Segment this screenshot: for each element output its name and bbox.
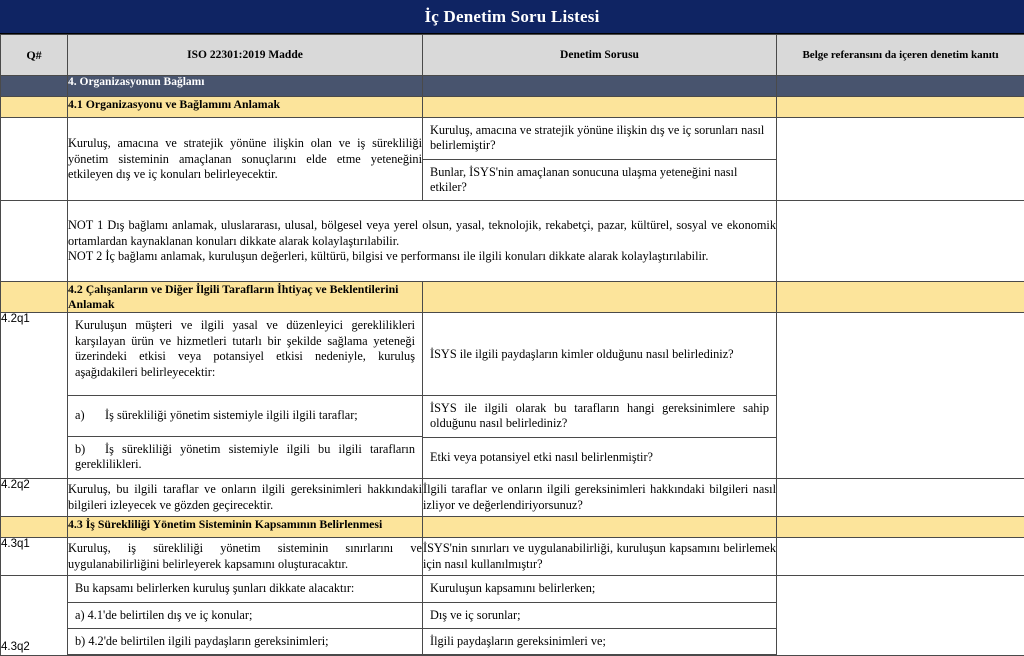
row-42q1-evidence[interactable] [777,313,1024,479]
section-43-question-spacer [423,517,777,538]
row-42q1-clause-group [68,313,423,479]
row-42q1-clause-b-text: İş sürekliliği yönetim sistemiyle ilgili bu ilgili tarafların gereklilikleri. [75,442,415,471]
row-42q2-clause: Kuruluş, bu ilgili taraflar ve onların ilgili gereksinimleri hakkındaki bilgileri izleyecek ve gözden geçirecektir. [68,479,423,517]
row-42q1-clause-intro: Kuruluşun müşteri ve ilgili yasal ve düzenleyici gereklilikleri karşılayan ürün ve hizmetleri tutarlı bir şekilde sağlama yeteneği üzerindeki etkisi veya potansiyel etkisi nedeniyle, kuruluş aşağıdakileri belirleyecektir: [68,313,422,395]
table-header-row [1,35,1024,76]
row-43q2-clause-group [68,576,423,656]
row-42q1-clause-subtable [68,313,422,477]
section-4-question-spacer [423,76,777,97]
row-43q2-clause-line-3: b) 4.2'de belirtilen ilgili paydaşların gereksinimleri; [68,628,422,654]
row-43q2-question-subtable [423,576,776,655]
table-row [1,313,1024,479]
row-43q2-clause-line-1: Bu kapsamı belirlerken kuruluş şunları dikkate alacaktır: [68,576,422,602]
section-band-row-4-2 [1,282,1024,313]
section-43-qnum-spacer [1,517,68,538]
row-41-note-2: NOT 2 İç bağlamı anlamak, kuruluşun değerleri, kültürü, bilgisi ve performansı ile ilgili konuları dikkate alarak kolaylaştırılabilir. [68,249,776,264]
section-42-title: 4.2 Çalışanların ve Diğer İlgili Tarafların İhtiyaç ve Beklentilerini Anlamak [68,282,423,313]
row-41-question-subtable [423,118,776,200]
column-header-clause: ISO 22301:2019 Madde [68,35,423,76]
row-41-clause: Kuruluş, amacına ve stratejik yönüne ilişkin olan ve iş sürekliliği yönetim sisteminin amaçlanan sonuçlarını elde etme yeteneğini etkileyen dış ve iç konuları belirleyecektir. [68,118,423,201]
row-43q2-question-line-1: Kuruluşun kapsamını belirlerken; [423,576,776,602]
row-42q2-question: İlgili taraflar ve onların ilgili gereksinimleri hakkındaki bilgileri nasıl izliyor ve değerlendiriyorsunuz? [423,479,777,517]
row-43q2-question-group [423,576,777,656]
column-header-qnum: Q# [1,35,68,76]
section-41-title: 4.1 Organizasyonu ve Bağlamını Anlamak [68,97,423,118]
row-43q2-evidence[interactable] [777,576,1024,656]
row-43q1-qnum: 4.3q1 [1,538,68,576]
row-41-note-1: NOT 1 Dış bağlamı anlamak, uluslararası, ulusal, bölgesel veya yerel olsun, yasal, teknolojik, rekabetçi, pazar, kültürel, sosyal ve ekonomik ortamlardan kaynaklanan konuları dikkate alarak kolaylaştırılabilir. [68,218,776,249]
table-row [1,576,1024,656]
row-43q2-question-line-2: Dış ve iç sorunlar; [423,602,776,628]
row-42q1-clause-b [68,436,422,477]
row-43q2-clause-subtable [68,576,422,655]
row-41-question-1: Kuruluş, amacına ve stratejik yönüne ilişkin dış ve iç sorunları nasıl belirlemiştir? [423,118,776,159]
row-43q2-question-line-3: İlgili paydaşların gereksinimleri ve; [423,628,776,654]
page-title: İç Denetim Soru Listesi [0,0,1024,34]
column-header-question: Denetim Sorusu [423,35,777,76]
section-43-evidence-spacer [777,517,1024,538]
audit-checklist-table [0,34,1024,656]
section-4-evidence-spacer [777,76,1024,97]
section-43-title: 4.3 İş Sürekliliği Yönetim Sisteminin Kapsamının Belirlenmesi [68,517,423,538]
row-42q1-clause-a [68,395,422,436]
section-41-question-spacer [423,97,777,118]
column-header-evidence: Belge referansını da içeren denetim kanıtı [777,35,1024,76]
row-43q2-qnum: 4.3q2 [1,576,68,656]
row-42q1-qnum: 4.2q1 [1,313,68,479]
row-42q1-question-group [423,313,777,479]
row-42q2-qnum: 4.2q2 [1,479,68,517]
section-band-row-4-3 [1,517,1024,538]
row-41-question-group [423,118,777,201]
row-43q1-evidence[interactable] [777,538,1024,576]
row-42q1-question-1: İSYS ile ilgili paydaşların kimler olduğunu nasıl belirlediniz? [423,313,776,395]
section-41-evidence-spacer [777,97,1024,118]
row-41-qnum [1,118,68,201]
row-42q1-question-3: Etki veya potansiyel etki nasıl belirlenmiştir? [423,437,776,478]
row-41-notes-qnum [1,201,68,282]
row-42q1-clause-a-text: İş sürekliliği yönetim sistemiyle ilgili ilgili taraflar; [105,408,358,422]
section-band-row-4 [1,76,1024,97]
row-42q1-question-subtable [423,313,776,478]
row-41-evidence[interactable] [777,118,1024,201]
section-41-qnum-spacer [1,97,68,118]
row-41-question-2: Bunlar, İSYS'nin amaçlanan sonucuna ulaşma yeteneğini nasıl etkiler? [423,159,776,200]
row-42q2-evidence[interactable] [777,479,1024,517]
row-43q1-question: İSYS'nin sınırları ve uygulanabilirliği, kuruluşun kapsamını belirlemek için nasıl kullanılmıştır? [423,538,777,576]
table-row [1,538,1024,576]
section-4-title: 4. Organizasyonun Bağlamı [68,76,423,97]
row-43q1-clause: Kuruluş, iş sürekliliği yönetim sisteminin sınırlarını ve uygulanabilirliğini belirleyerek kapsamını oluşturacaktır. [68,538,423,576]
table-row [1,118,1024,201]
section-42-evidence-spacer [777,282,1024,313]
row-42q1-question-2: İSYS ile ilgili olarak bu tarafların hangi gereksinimlere sahip olduğunu nasıl belirlediniz? [423,395,776,437]
row-41-notes-evidence[interactable] [777,201,1024,282]
row-42q1-clause-a-label: a) [75,408,105,423]
section-42-qnum-spacer [1,282,68,313]
table-row [1,201,1024,282]
row-42q1-clause-b-label: b) [75,442,105,457]
section-band-row-4-1 [1,97,1024,118]
section-42-question-spacer [423,282,777,313]
table-row [1,479,1024,517]
section-4-qnum-spacer [1,76,68,97]
row-41-notes-clause [68,201,777,282]
row-43q2-clause-line-2: a) 4.1'de belirtilen dış ve iç konular; [68,602,422,628]
